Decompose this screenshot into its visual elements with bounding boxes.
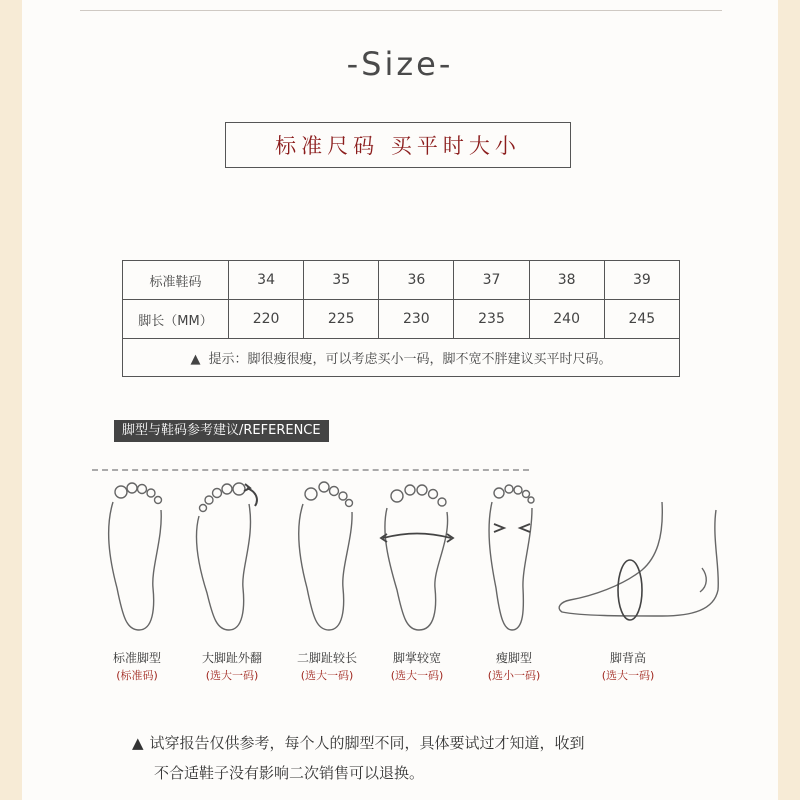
standard-size-banner: 标准尺码 买平时大小 bbox=[225, 122, 571, 168]
table-cell: 220 bbox=[229, 300, 304, 339]
foot-type-name: 脚背高 bbox=[609, 651, 646, 665]
long-second-toe-foot-icon bbox=[287, 478, 367, 638]
dashed-divider bbox=[92, 469, 529, 471]
size-table bbox=[122, 260, 680, 377]
table-cell: 39 bbox=[604, 261, 679, 300]
high-instep-foot-icon bbox=[552, 498, 722, 636]
foot-type-advice: (标准码) bbox=[116, 669, 158, 682]
table-cell: 245 bbox=[604, 300, 679, 339]
page-title: -Size- bbox=[346, 45, 454, 83]
foot-type-label bbox=[578, 650, 678, 684]
foot-type-advice: (选大一码) bbox=[390, 669, 444, 682]
foot-type-label bbox=[464, 650, 564, 684]
foot-type-label bbox=[182, 650, 282, 684]
foot-type-advice: (选大一码) bbox=[300, 669, 354, 682]
tip-cell bbox=[123, 339, 680, 377]
table-cell: 240 bbox=[529, 300, 604, 339]
standard-foot-icon bbox=[97, 478, 177, 638]
fitting-note bbox=[132, 728, 692, 788]
foot-type-name: 脚掌较宽 bbox=[392, 651, 441, 665]
table-cell: 230 bbox=[379, 300, 454, 339]
row-header-foot-length: 脚长（MM） bbox=[123, 300, 229, 339]
foot-type-label bbox=[87, 650, 187, 684]
foot-type-name: 二脚趾较长 bbox=[296, 651, 357, 665]
foot-type-name: 标准脚型 bbox=[112, 651, 161, 665]
foot-type-label bbox=[367, 650, 467, 684]
bunion-foot-icon bbox=[187, 478, 267, 638]
reference-heading: 脚型与鞋码参考建议/REFERENCE bbox=[114, 420, 329, 442]
warning-icon: ▲ bbox=[132, 734, 144, 752]
size-guide-panel bbox=[22, 0, 778, 800]
note-line-2: 不合适鞋子没有影响二次销售可以退换。 bbox=[154, 764, 425, 782]
wide-foot-icon bbox=[377, 478, 457, 638]
foot-type-advice: (选大一码) bbox=[205, 669, 259, 682]
warning-icon: ▲ bbox=[190, 352, 201, 367]
note-line-1: 试穿报告仅供参考，每个人的脚型不同，具体要试过才知道，收到 bbox=[149, 734, 585, 752]
top-divider bbox=[80, 10, 722, 11]
table-cell: 235 bbox=[454, 300, 529, 339]
table-cell: 36 bbox=[379, 261, 454, 300]
slim-foot-icon bbox=[472, 478, 552, 638]
row-header-shoe-size: 标准鞋码 bbox=[123, 261, 229, 300]
foot-type-advice: (选小一码) bbox=[487, 669, 541, 682]
table-cell: 37 bbox=[454, 261, 529, 300]
foot-type-advice: (选大一码) bbox=[601, 669, 655, 682]
foot-type-label bbox=[277, 650, 377, 684]
table-row bbox=[123, 339, 680, 377]
tip-text: 提示：脚很瘦很瘦，可以考虑买小一码，脚不宽不胖建议买平时尺码。 bbox=[208, 352, 612, 367]
table-cell: 38 bbox=[529, 261, 604, 300]
table-row bbox=[123, 261, 680, 300]
foot-type-name: 大脚趾外翻 bbox=[201, 651, 262, 665]
foot-type-name: 瘦脚型 bbox=[495, 651, 532, 665]
table-cell: 34 bbox=[229, 261, 304, 300]
table-row bbox=[123, 300, 680, 339]
table-cell: 225 bbox=[304, 300, 379, 339]
table-cell: 35 bbox=[304, 261, 379, 300]
